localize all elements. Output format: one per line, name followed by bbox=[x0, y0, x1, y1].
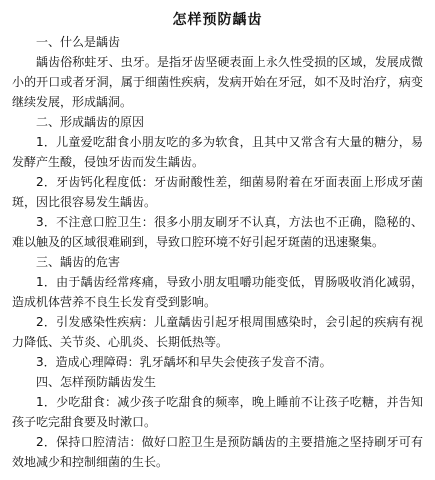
section-heading-causes: 二、形成龋齿的原因 bbox=[36, 115, 145, 129]
paragraph-cause-1: 1．儿童爱吃甜食小朋友吃的多为软食，且其中又常含有大量的糖分，易发酵产生酸，侵蚀牙齿而发生龋齿。 bbox=[12, 135, 423, 169]
section-heading-prevention: 四、怎样预防龋齿发生 bbox=[36, 375, 157, 389]
section-heading-what-is-caries: 一、什么是龋齿 bbox=[36, 35, 121, 49]
section-heading-harms: 三、龋齿的危害 bbox=[36, 255, 121, 269]
document-title: 怎样预防龋齿 bbox=[172, 12, 263, 28]
paragraph-cause-2: 2．牙齿钙化程度低：牙齿耐酸性差，细菌易附着在牙面表面上形成牙菌斑，因比很容易发生龋齿。 bbox=[12, 175, 423, 209]
paragraph-harm-1: 1．由于龋齿经常疼痛，导致小朋友咀嚼功能变低，胃肠吸收消化减弱，造成机体营养不良生长发育受到影响。 bbox=[12, 275, 423, 309]
paragraph-prevention-1: 1．少吃甜食：减少孩子吃甜食的频率，晚上睡前不让孩子吃糖，并告知孩子吃完甜食要及时漱口。 bbox=[12, 395, 423, 429]
paragraph-harm-3: 3．造成心理障碍：乳牙龋坏和早失会使孩子发音不清。 bbox=[36, 355, 332, 369]
paragraph-prevention-2: 2．保持口腔清洁：做好口腔卫生是预防龋齿的主要措施之坚持刷牙可有效地减少和控制细菌的生长。 bbox=[12, 435, 423, 469]
paragraph-harm-2: 2．引发感染性疾病：儿童龋齿引起牙根周围感染时，会引起的疾病有视力降低、关节炎、心肌炎、长期低热等。 bbox=[12, 315, 423, 349]
document-page bbox=[12, 10, 423, 472]
paragraph-cause-3: 3．不注意口腔卫生：很多小朋友刷牙不认真，方法也不正确，隐秘的、难以触及的区域很难刷到，导致口腔环境不好引起牙斑菌的迅速聚集。 bbox=[12, 215, 423, 249]
paragraph-definition: 龋齿俗称蛀牙、虫牙。是指牙齿坚硬表面上永久性受损的区域，发展成微小的开口或者牙洞，属于细菌性疾病，发病开始在牙冠，如不及时治疗，病变继续发展，形成龋洞。 bbox=[12, 55, 423, 109]
